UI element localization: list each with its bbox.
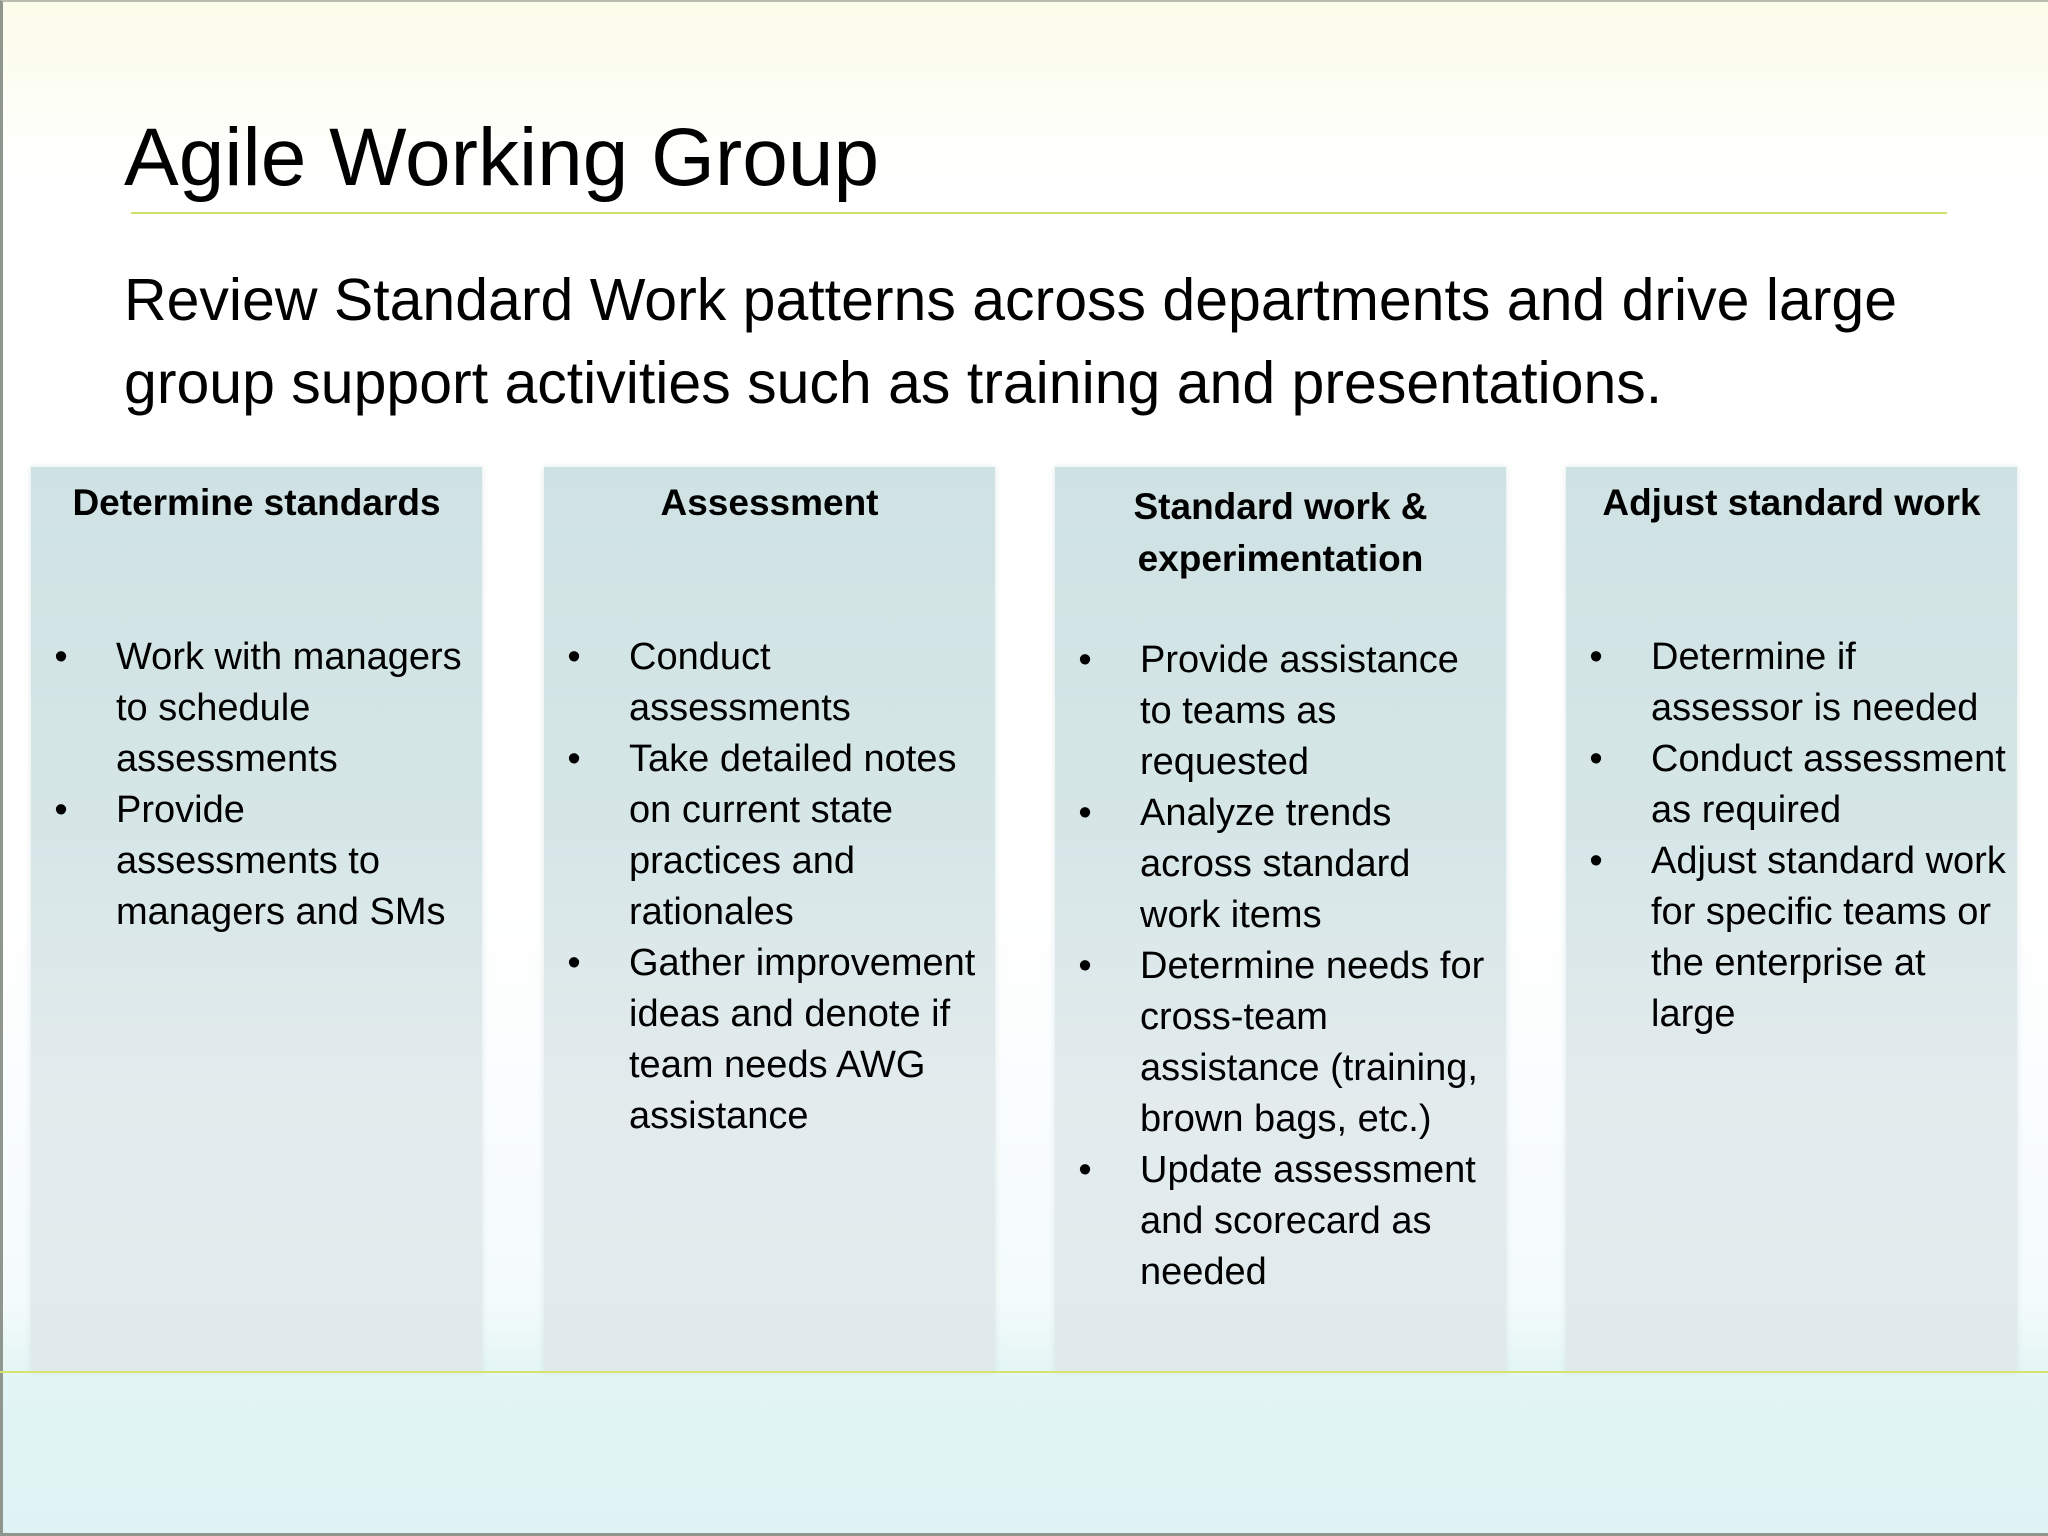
column-3 [1055, 467, 1506, 1372]
list-item-text: Conduct assessment as required [1651, 738, 2006, 831]
list-item [1566, 734, 2017, 836]
list-item-text: Provide assistance to teams as requested [1140, 639, 1459, 783]
slide-subtitle: Review Standard Work patterns across departments and drive large group support activities such as training and presentations. [124, 267, 1898, 416]
bullet-icon: • [1589, 840, 1603, 882]
bullet-icon: • [54, 789, 68, 831]
list-item [1055, 1145, 1506, 1298]
list-item-text: Determine if assessor is needed [1651, 636, 1979, 729]
title-divider [131, 212, 1947, 214]
list-item [544, 632, 995, 734]
list-item [1055, 788, 1506, 941]
list-item-text: Adjust standard work for specific teams or the enterprise at large [1651, 840, 2006, 1035]
bullet-list [544, 632, 995, 1142]
bullet-list [1566, 632, 2017, 1040]
bullet-icon: • [1589, 738, 1603, 780]
column-heading: Adjust standard work [1602, 482, 1981, 523]
bullet-list [31, 632, 482, 938]
bullet-icon: • [1078, 1149, 1092, 1191]
column-1 [31, 467, 482, 1372]
bullet-icon: • [567, 942, 581, 984]
list-item [544, 734, 995, 938]
bullet-list [1055, 635, 1506, 1298]
list-item-text: Work with managers to schedule assessments [116, 636, 462, 780]
column-2 [544, 467, 995, 1372]
slide-title: Agile Working Group [124, 112, 880, 203]
list-item-text: Provide assessments to managers and SMs [116, 789, 446, 933]
bullet-icon: • [1589, 636, 1603, 678]
column-heading: Standard work & experimentation [1133, 486, 1428, 579]
list-item-text: Conduct assessments [629, 636, 851, 729]
list-item [1566, 632, 2017, 734]
list-item [31, 632, 482, 785]
column-heading: Assessment [660, 482, 879, 523]
column-heading: Determine standards [72, 482, 441, 523]
list-item [1566, 836, 2017, 1040]
bullet-icon: • [567, 636, 581, 678]
bullet-icon: • [1078, 792, 1092, 834]
bullet-icon: • [54, 636, 68, 678]
list-item-text: Determine needs for cross-team assistance (training, brown bags, etc.) [1140, 945, 1485, 1140]
list-item-text: Take detailed notes on current state practices and rationales [629, 738, 957, 933]
list-item-text: Update assessment and scorecard as needed [1140, 1149, 1476, 1293]
list-item-text: Analyze trends across standard work items [1140, 792, 1411, 936]
bullet-icon: • [567, 738, 581, 780]
list-item [1055, 941, 1506, 1145]
bullet-icon: • [1078, 639, 1092, 681]
list-item-text: Gather improvement ideas and denote if team needs AWG assistance [629, 942, 976, 1137]
list-item [31, 785, 482, 938]
bullet-icon: • [1078, 945, 1092, 987]
list-item [544, 938, 995, 1142]
footer-divider [0, 1371, 2048, 1373]
column-4 [1566, 467, 2017, 1372]
list-item [1055, 635, 1506, 788]
